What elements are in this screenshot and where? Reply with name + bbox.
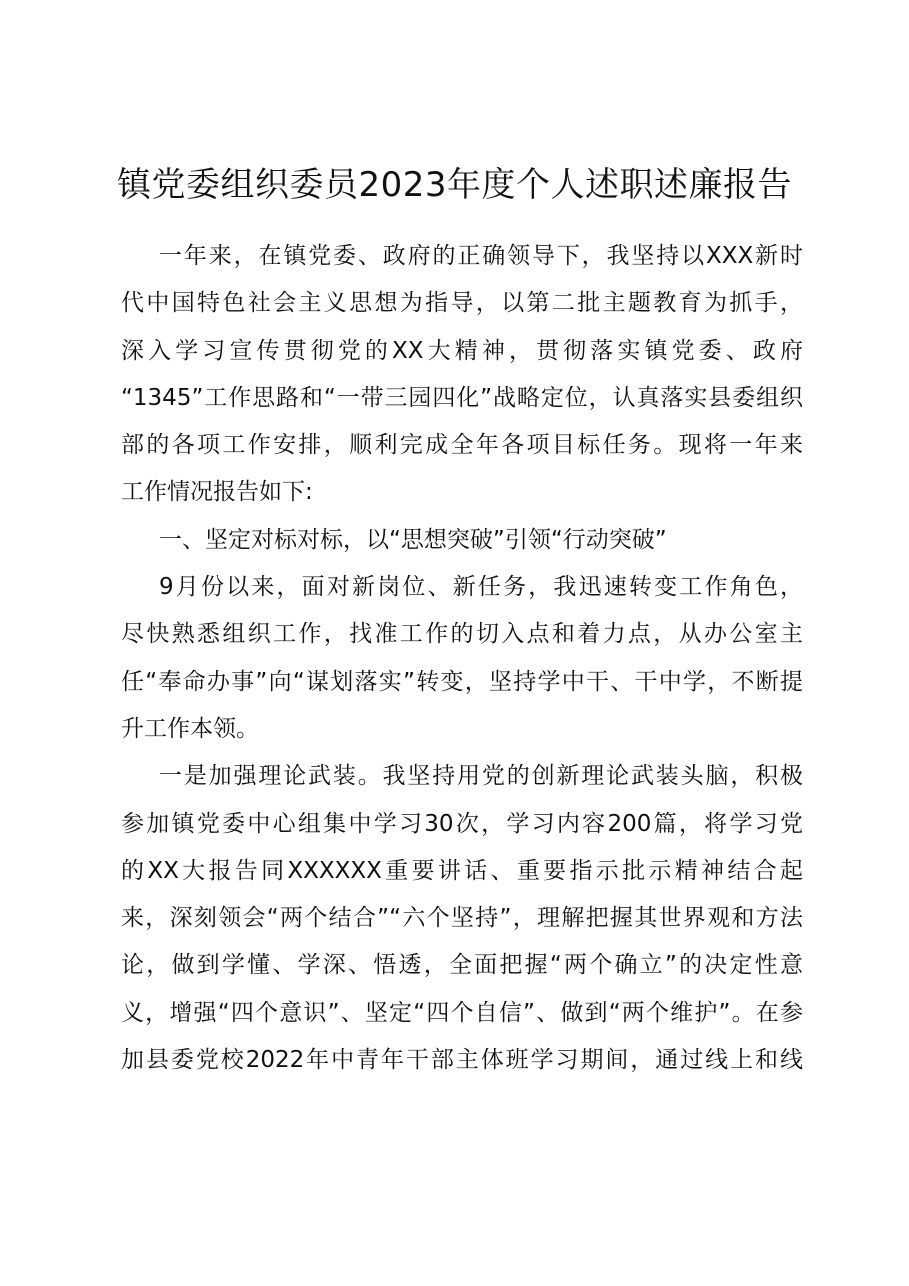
text-line: 论，做到学懂、学深、悟透，全面把握“两个确立”的决定性意 (121, 952, 803, 979)
text-line: 升工作本领。 (121, 715, 259, 742)
text-line: 部的各项工作安排，顺利完成全年各项目标任务。现将一年来 (121, 432, 803, 459)
text-line: 任“奉命办事”向“谋划落实”转变，坚持学中干、干中学，不断提 (121, 668, 803, 695)
text-line: 加县委党校2022年中青年干部主体班学习期间，通过线上和线 (121, 1047, 803, 1074)
paragraph-role-change (121, 564, 803, 753)
paragraph-theory-study (121, 753, 803, 1084)
document-title: 镇党委组织委员2023年度个人述职述廉报告 (116, 165, 793, 205)
text-line: 工作情况报告如下: (121, 479, 313, 506)
text-line: 尽快熟悉组织工作，找准工作的切入点和着力点，从办公室主 (121, 621, 803, 648)
paragraph-intro (121, 233, 803, 517)
document-body (121, 233, 803, 1084)
section-heading-1 (121, 517, 803, 564)
text-line: 深入学习宣传贯彻党的XX大精神，贯彻落实镇党委、政府 (121, 337, 803, 364)
text-line: “1345”工作思路和“一带三园四化”战略定位，认真落实县委组织 (121, 384, 803, 411)
text-line: 9月份以来，面对新岗位、新任务，我迅速转变工作角色， (159, 574, 803, 601)
text-line: 代中国特色社会主义思想为指导，以第二批主题教育为抓手， (121, 290, 803, 317)
text-line: 参加镇党委中心组集中学习30次，学习内容200篇，将学习党 (121, 810, 803, 837)
text-line: 一年来，在镇党委、政府的正确领导下，我坚持以XXX新时 (159, 243, 803, 269)
text-line: 一、坚定对标对标，以“思想突破”引领“行动突破” (159, 526, 667, 553)
text-line: 的XX大报告同XXXXXX重要讲话、重要指示批示精神结合起 (121, 857, 803, 884)
text-line: 义，增强“四个意识”、坚定“四个自信”、做到“两个维护”。在参 (121, 999, 803, 1026)
text-line: 来，深刻领会“两个结合”“六个坚持”，理解把握其世界观和方法 (121, 905, 803, 932)
text-line: 一是加强理论武装。我坚持用党的创新理论武装头脑，积极 (159, 763, 803, 790)
